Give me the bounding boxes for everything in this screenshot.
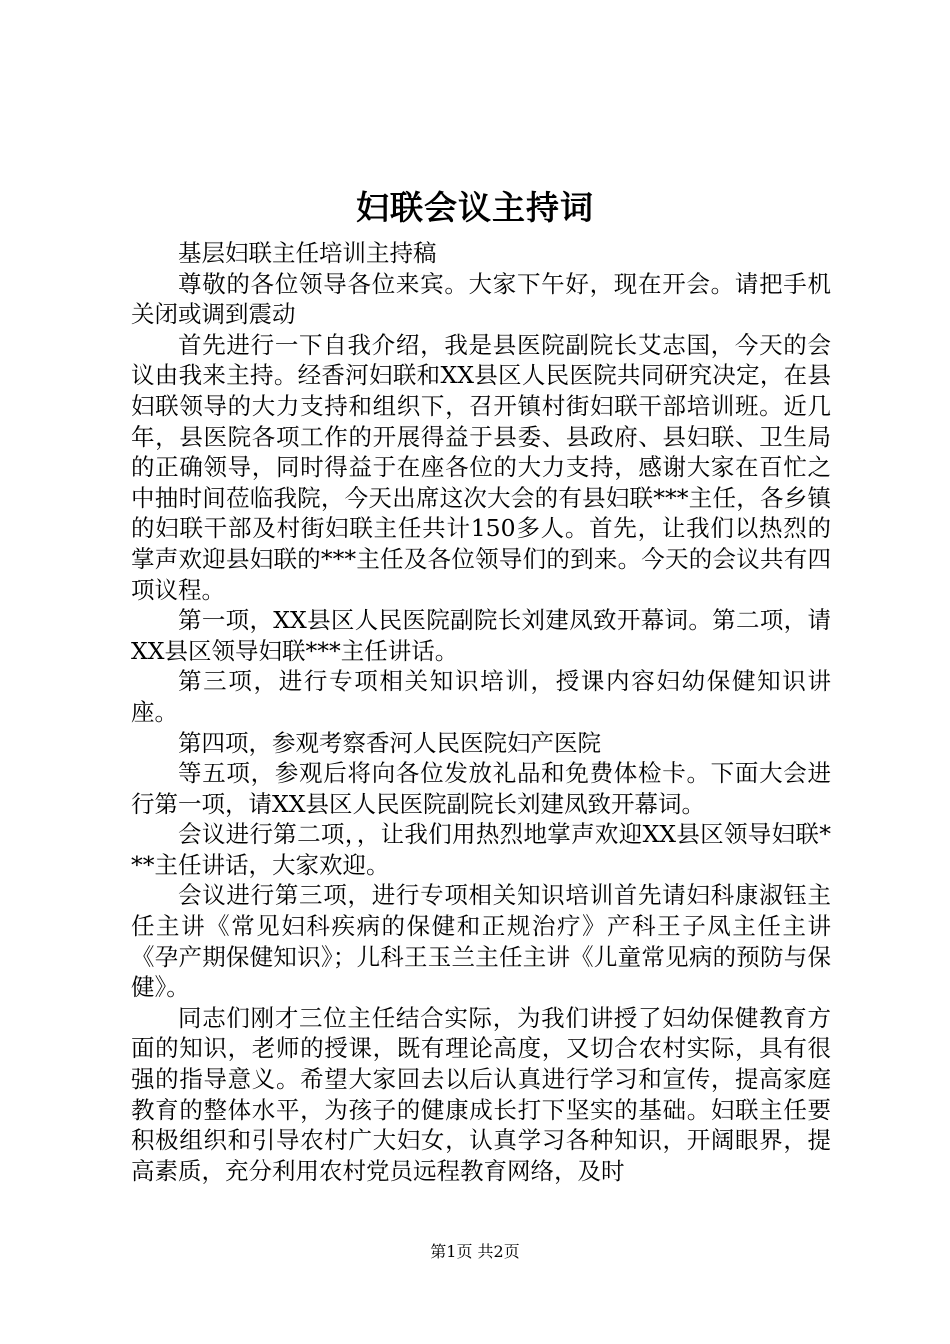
paragraph-third-item: 会议进行第三项，进行专项相关知识培训首先请妇科康淑钰主任主讲《常见妇科疾病的保健和正规治疗》产科王子凤主任主讲《孕产期保健知识》；儿科王玉兰主任主讲《儿童常见病的预防与保健》。 — [131, 881, 831, 1002]
paragraph-introduction: 首先进行一下自我介绍，我是县医院副院长艾志国，今天的会议由我来主持。经香河妇联和XX县区人民医院共同研究决定，在县妇联领导的大力支持和组织下，召开镇村街妇联干部培训班。近几年，县医院各项工作的开展得益于县委、县政府、县妇联、卫生局的正确领导，同时得益于在座各位的大力支持，感谢大家在百忙之中抽时间莅临我院，今天出席这次大会的有县妇联***主任，各乡镇的妇联干部及村街妇联主任共计150多人。首先，让我们以热烈的掌声欢迎县妇联的***主任及各位领导们的到来。今天的会议共有四项议程。 — [131, 330, 831, 604]
paragraph-greeting: 尊敬的各位领导各位来宾。大家下午好，现在开会。请把手机关闭或调到震动 — [131, 269, 831, 329]
paragraph-agenda-items-1-2: 第一项，XX县区人民医院副院长刘建凤致开幕词。第二项，请XX县区领导妇联***主任讲话。 — [131, 606, 831, 665]
page-number: 第1页 共2页 — [430, 1242, 520, 1261]
paragraph-second-item: 会议进行第二项，，让我们用热烈地掌声欢迎XX县区领导妇联***主任讲话，大家欢迎。 — [131, 820, 831, 879]
document-title: 妇联会议主持词 — [356, 188, 594, 227]
paragraph-agenda-item-4: 第四项，参观考察香河人民医院妇产医院 — [178, 728, 601, 757]
paragraph-training-header: 基层妇联主任培训主持稿 — [178, 239, 437, 267]
paragraph-agenda-item-5: 等五项，参观后将向各位发放礼品和免费体检卡。下面大会进行第一项，请XX县区人民医院副院长刘建凤致开幕词。 — [131, 759, 831, 818]
document-body — [131, 238, 831, 1186]
paragraph-summary: 同志们刚才三位主任结合实际，为我们讲授了妇幼保健教育方面的知识，老师的授课，既有理论高度，又切合农村实际，具有很强的指导意义。希望大家回去以后认真进行学习和宣传，提高家庭教育的整体水平，为孩子的健康成长打下坚实的基础。妇联主任要积极组织和引导农村广大妇女，认真学习各种知识，开阔眼界，提高素质，充分利用农村党员远程教育网络，及时 — [131, 1003, 831, 1185]
paragraph-agenda-item-3: 第三项，进行专项相关知识培训，授课内容妇幼保健知识讲座。 — [131, 667, 831, 726]
